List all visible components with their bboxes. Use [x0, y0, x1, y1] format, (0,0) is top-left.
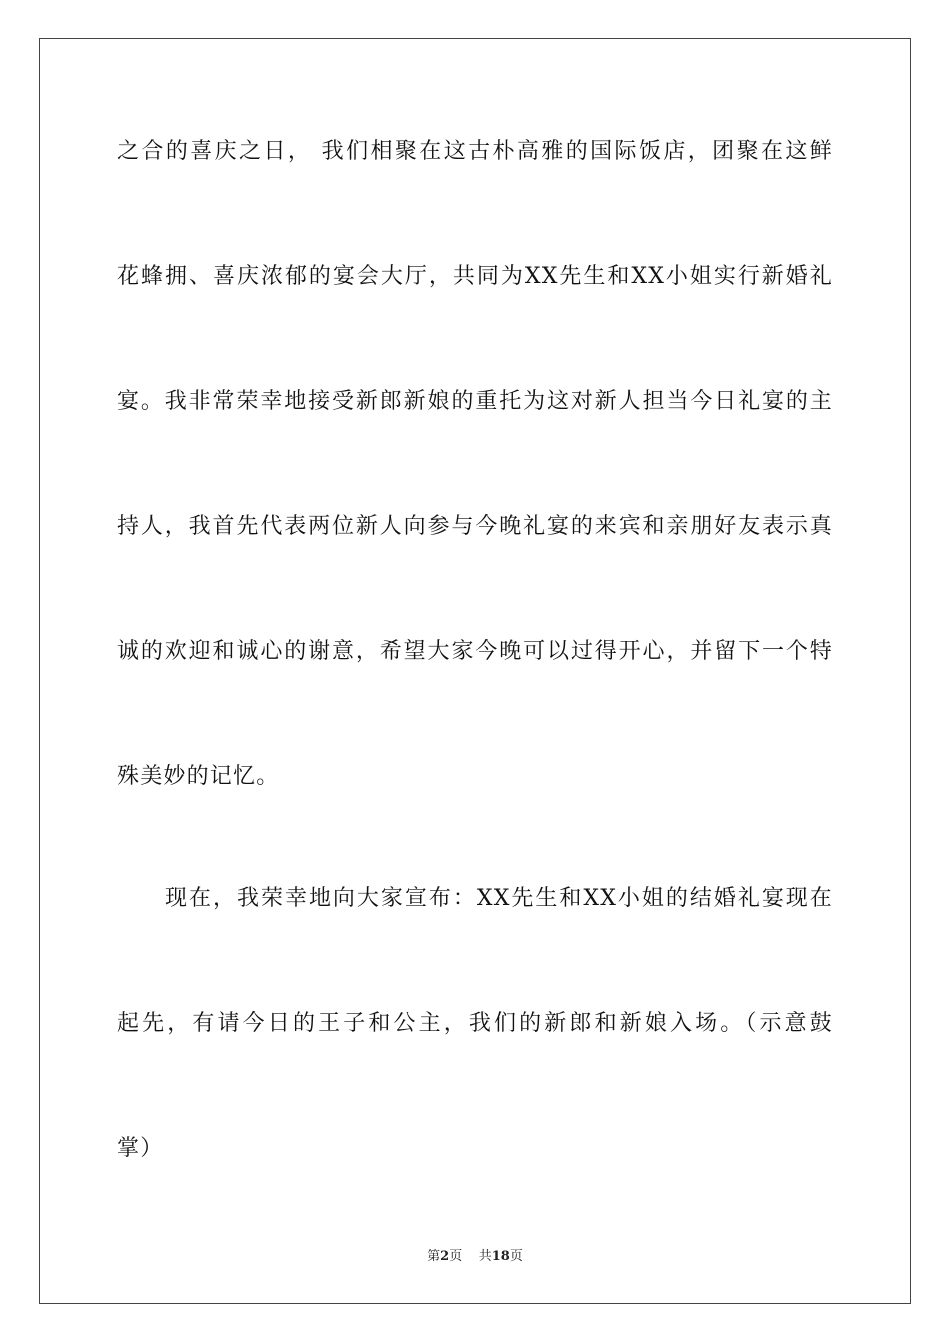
body-line-2: 花蜂拥、喜庆浓郁的宴会大厅，共同为XX先生和XX小姐实行新婚礼 [117, 264, 833, 289]
body-line-9: 掌） [117, 1136, 164, 1161]
footer-page-prefix: 第 [427, 1249, 441, 1264]
body-line-7: 现在，我荣幸地向大家宣布：XX先生和XX小姐的结婚礼宴现在 [165, 886, 833, 911]
footer-total-pages: 18 [491, 1249, 510, 1264]
footer-page-suffix: 页 [449, 1249, 463, 1264]
page-footer [0, 1245, 950, 1264]
footer-total-suffix: 页 [509, 1249, 523, 1264]
body-line-1: 之合的喜庆之日， 我们相聚在这古朴高雅的国际饭店，团聚在这鲜 [117, 139, 833, 164]
body-line-3: 宴。我非常荣幸地接受新郎新娘的重托为这对新人担当今日礼宴的主 [117, 389, 833, 414]
footer-page-number: 2 [440, 1249, 450, 1264]
body-line-8: 起先，有请今日的王子和公主，我们的新郎和新娘入场。（示意鼓 [117, 1011, 833, 1036]
body-line-5: 诚的欢迎和诚心的谢意，希望大家今晚可以过得开心，并留下一个特 [117, 639, 833, 664]
footer-total-prefix: 共 [478, 1249, 492, 1264]
page-border [39, 38, 911, 1304]
body-line-6: 殊美妙的记忆。 [117, 764, 280, 789]
body-line-4: 持人，我首先代表两位新人向参与今晚礼宴的来宾和亲朋好友表示真 [117, 514, 833, 539]
